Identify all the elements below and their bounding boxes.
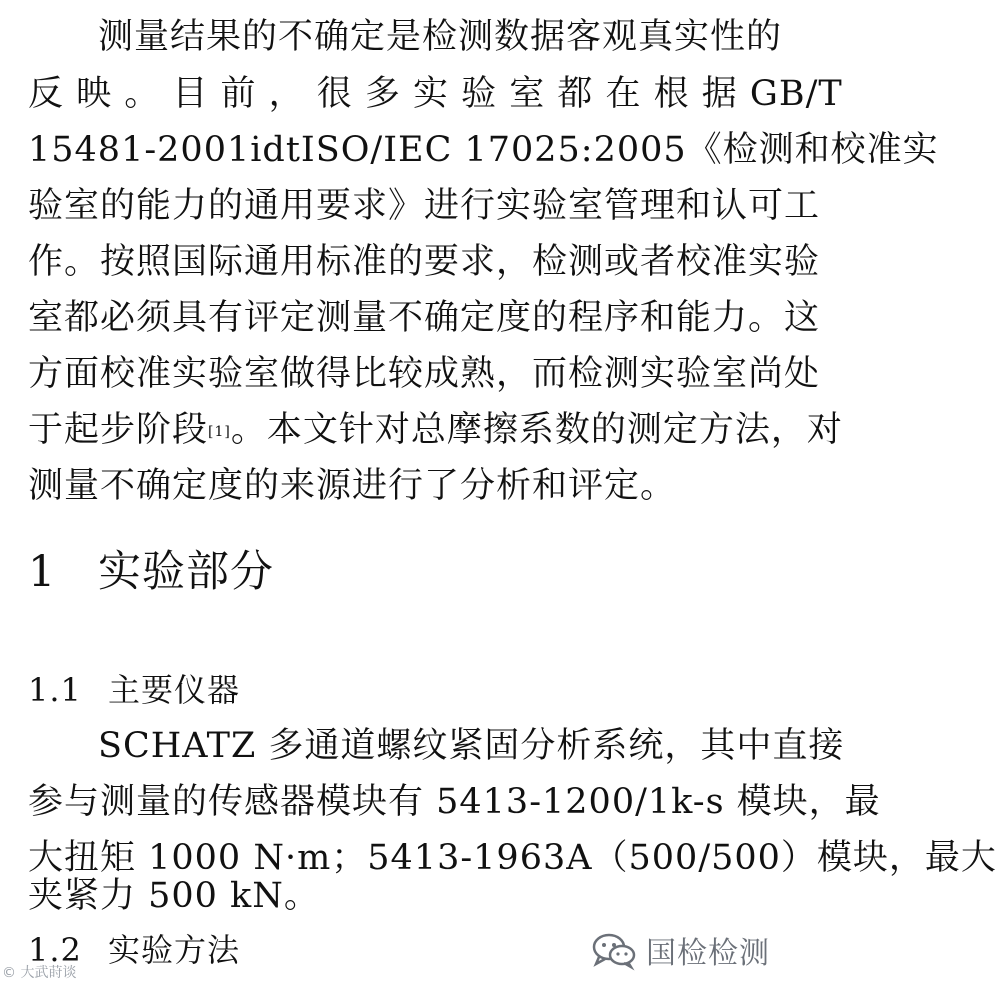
corner-watermark: © 大武莳谈 — [2, 965, 77, 981]
paragraph-line: 反 映 。 目 前 ， 很 多 实 验 室 都 在 根 据 GB/T — [28, 74, 843, 114]
paragraph-line: 测量结果的不确定是检测数据客观真实性的 — [98, 17, 783, 57]
text-run: 于起步阶段 — [28, 410, 209, 450]
paragraph-line: 15481-2001idtISO/IEC 17025:2005《检测和校准实 — [28, 130, 939, 170]
wechat-icon — [590, 931, 638, 969]
paragraph-line: 方面校准实验室做得比较成熟，而检测实验室尚处 — [28, 354, 821, 394]
subsection-title: 主要仪器 — [108, 671, 241, 709]
paragraph-line: 验室的能力的通用要求》进行实验室管理和认可工 — [28, 186, 821, 226]
citation-ref: [1] — [208, 424, 231, 440]
wechat-watermark — [590, 928, 770, 972]
paragraph-line: 参与测量的传感器模块有 5413-1200/1k-s 模块，最 — [28, 782, 881, 822]
paragraph-line: 室都必须具有评定测量不确定度的程序和能力。这 — [28, 298, 821, 338]
subsection-title: 实验方法 — [108, 931, 241, 969]
subsection-heading — [28, 670, 240, 710]
paragraph-line: 作。按照国际通用标准的要求，检测或者校准实验 — [28, 242, 821, 282]
section-number: 1 — [28, 547, 57, 597]
section-title: 实验部分 — [98, 547, 274, 597]
paragraph-line: SCHATZ 多通道螺纹紧固分析系统，其中直接 — [98, 726, 845, 766]
subsection-number: 1.2 — [28, 931, 82, 969]
watermark-text: 国检检测 — [646, 936, 770, 971]
paragraph-line: 夹紧力 500 kN。 — [28, 876, 320, 916]
paragraph-line — [28, 410, 843, 450]
text-run: 。本文针对总摩擦系数的测定方法，对 — [230, 410, 843, 450]
section-heading — [28, 547, 274, 597]
paragraph-line: 大扭矩 1000 N·m；5413-1963A（500/500）模块，最大 — [28, 838, 997, 878]
subsection-number: 1.1 — [28, 671, 82, 709]
paragraph-line: 测量不确定度的来源进行了分析和评定。 — [28, 466, 677, 506]
